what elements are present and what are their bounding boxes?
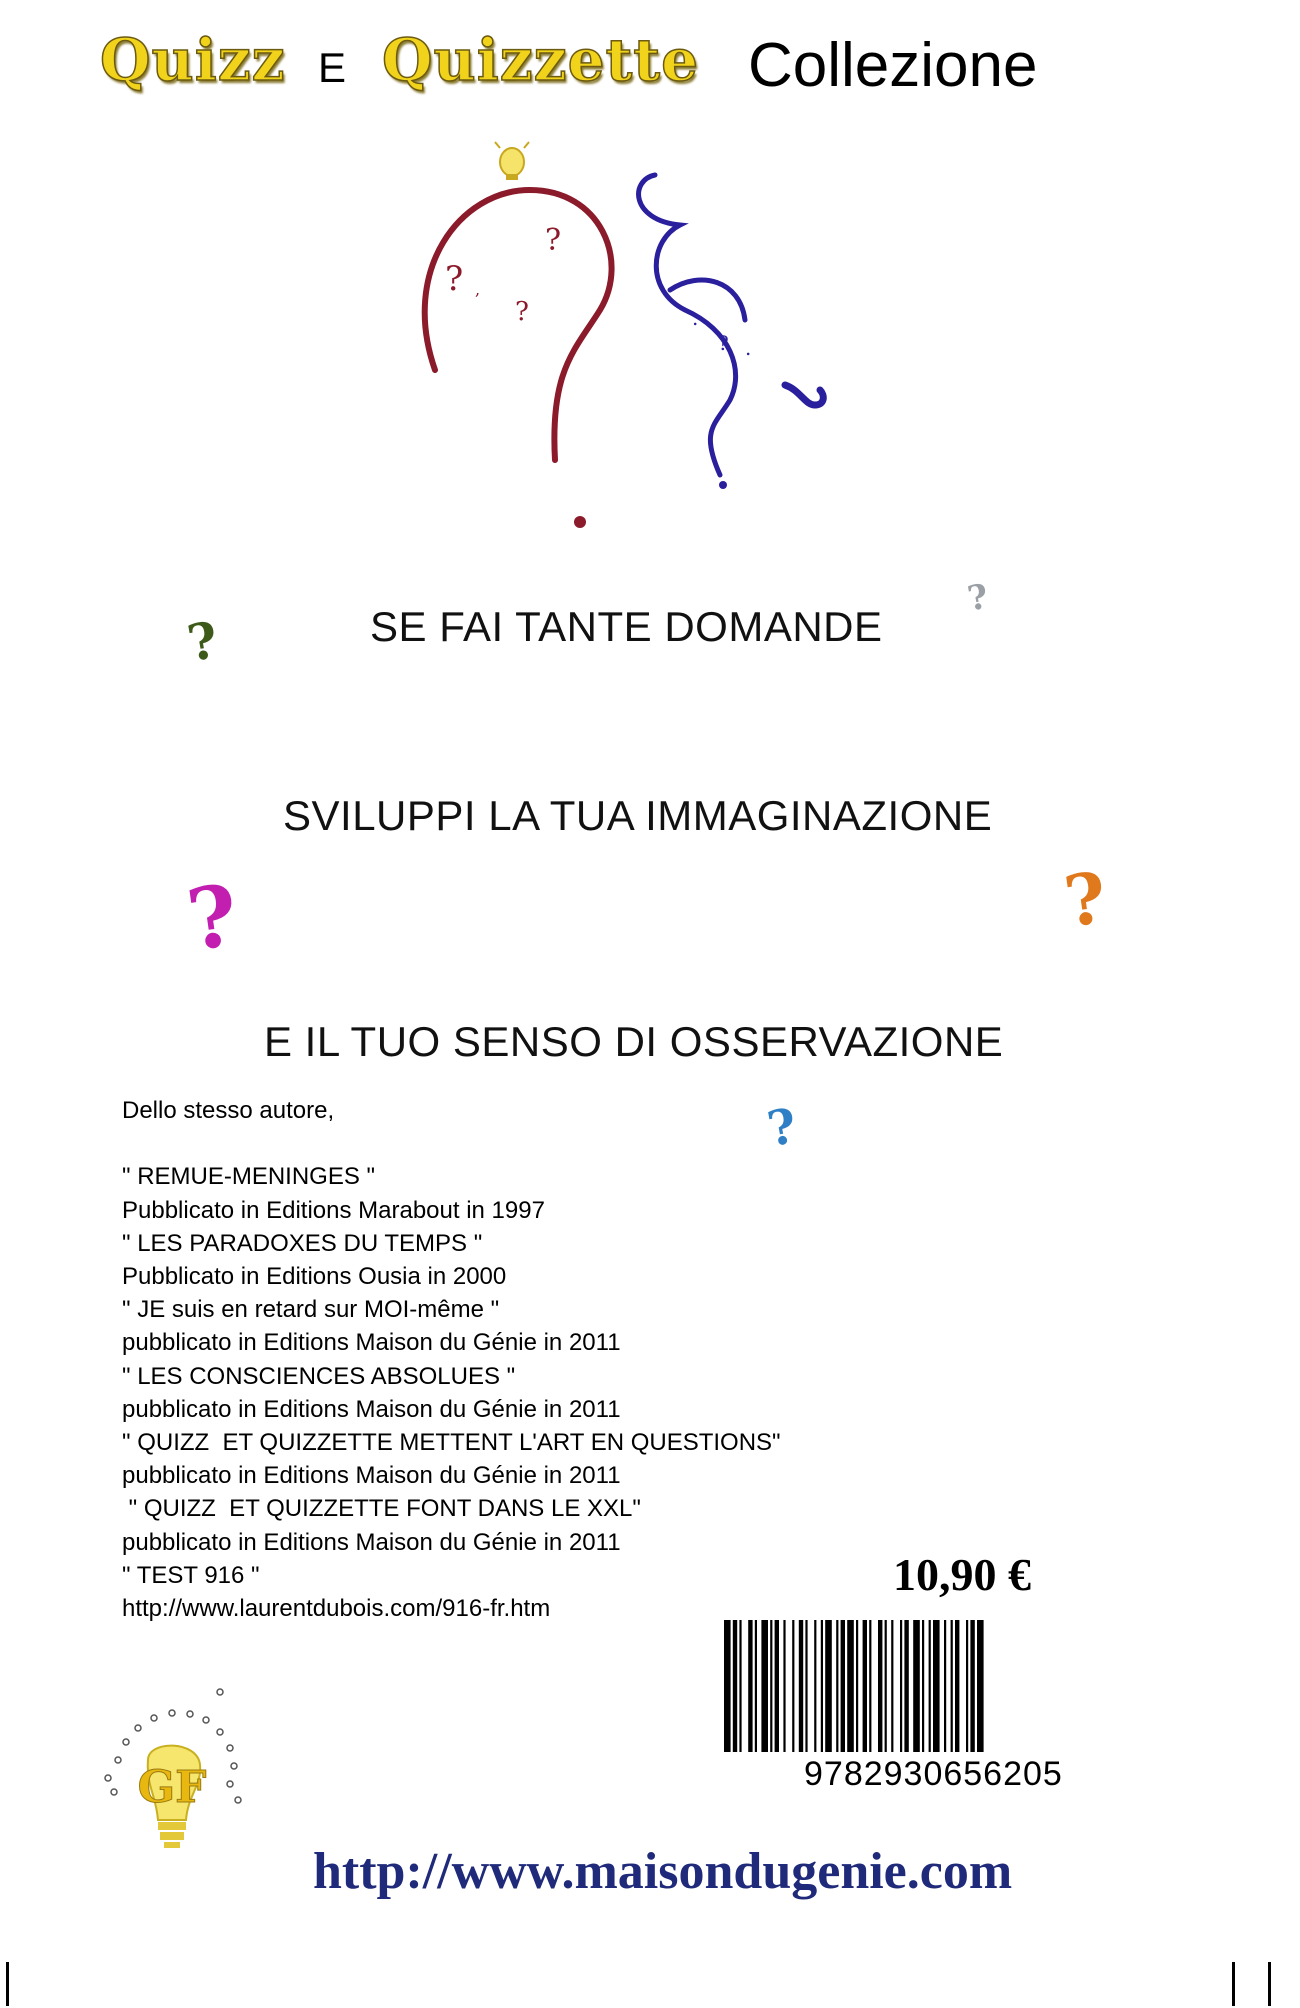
bibliography-line: " QUIZZ ET QUIZZETTE METTENT L'ART EN QUESTIONS"	[122, 1429, 781, 1457]
bibliography-line: pubblicato in Editions Maison du Génie in 2011	[122, 1329, 621, 1357]
crop-mark	[1268, 1962, 1271, 2006]
bibliography-line: " JE suis en retard sur MOI-même "	[122, 1296, 500, 1324]
bibliography-line: " LES CONSCIENCES ABSOLUES "	[122, 1362, 516, 1390]
barcode-bar	[805, 1620, 807, 1752]
bibliography-line: Pubblicato in Editions Ousia in 2000	[122, 1263, 507, 1291]
barcode-bar	[885, 1620, 887, 1752]
barcode-bar	[900, 1620, 902, 1752]
quizz-title-word: Quizz	[100, 26, 286, 94]
barcode-bar	[841, 1620, 845, 1752]
barcode-bar	[933, 1620, 940, 1752]
barcode-bar	[724, 1620, 731, 1752]
barcode-bar	[977, 1620, 984, 1752]
barcode-bar	[733, 1620, 737, 1752]
question-mark-characters-icon	[400, 140, 900, 540]
barcode-bar	[955, 1620, 959, 1752]
slogan-line-3: E IL TUO SENSO DI OSSERVAZIONE	[264, 1018, 1004, 1065]
svg-text:?: ?	[718, 331, 729, 355]
barcode-bar	[770, 1620, 772, 1752]
barcode-bar	[966, 1620, 968, 1752]
barcode-bar	[748, 1620, 752, 1752]
barcode-bar	[951, 1620, 953, 1752]
barcode-bar	[891, 1620, 893, 1752]
barcode-bar	[821, 1620, 823, 1752]
barcode-bar	[869, 1620, 871, 1752]
question-mark-icon: ?	[183, 609, 223, 674]
barcode-bar	[913, 1620, 920, 1752]
svg-text:?: ?	[515, 297, 529, 327]
svg-text:.: .	[692, 306, 699, 330]
barcode-bar	[825, 1620, 832, 1752]
barcode-bar	[970, 1620, 974, 1752]
svg-text:,: ,	[475, 280, 481, 299]
barcode-bar	[792, 1620, 794, 1752]
bibliography-intro: Dello stesso autore,	[122, 1097, 335, 1124]
logo-letters: GF	[137, 1762, 207, 1813]
quizzette-title-word: Quizzette	[382, 26, 699, 94]
barcode-bar	[863, 1620, 867, 1752]
svg-text:.: .	[745, 336, 752, 360]
slogan-line-2: SVILUPPI LA TUA IMMAGINAZIONE	[283, 792, 993, 839]
question-mark-icon: ?	[181, 865, 244, 970]
bibliography-link[interactable]: http://www.laurentdubois.com/916-fr.htm	[122, 1595, 551, 1623]
barcode-bar	[814, 1620, 816, 1752]
barcode-bar	[904, 1620, 908, 1752]
barcode-bar	[783, 1620, 785, 1752]
bibliography	[122, 1094, 781, 1625]
question-mark-icon: ?	[1059, 855, 1112, 944]
slogan-line-1: SE FAI TANTE DOMANDE	[370, 603, 883, 650]
bibliography-line: " REMUE-MENINGES "	[122, 1163, 376, 1191]
barcode-bar	[755, 1620, 757, 1752]
barcode-bar	[929, 1620, 931, 1752]
barcode-bar	[761, 1620, 768, 1752]
lightbulb-icon	[495, 142, 529, 180]
publisher-website-link[interactable]: http://www.maisondugenie.com	[313, 1843, 1013, 1900]
barcode-bar	[836, 1620, 838, 1752]
barcode-bar	[775, 1620, 779, 1752]
barcode	[720, 1620, 1180, 1752]
bibliography-line: " QUIZZ ET QUIZZETTE FONT DANS LE XXL"	[122, 1495, 641, 1523]
price-label: 10,90 €	[893, 1549, 1031, 1600]
barcode-bar	[847, 1620, 854, 1752]
barcode-bar	[856, 1620, 858, 1752]
bibliography-line: pubblicato in Editions Maison du Génie in 2011	[122, 1462, 621, 1490]
bibliography-spacer	[122, 1127, 781, 1160]
barcode-bar	[739, 1620, 741, 1752]
barcode-bar	[799, 1620, 803, 1752]
bibliography-line: Pubblicato in Editions Marabout in 1997	[122, 1196, 545, 1224]
barcode-bar	[944, 1620, 946, 1752]
svg-text:?: ?	[445, 259, 464, 299]
barcode-bar	[878, 1620, 882, 1752]
question-mark-icon: ?	[763, 1097, 801, 1159]
lightbulb-logo-icon	[88, 1680, 258, 1870]
crop-mark	[1232, 1962, 1235, 2006]
title-conjunction: E	[318, 44, 347, 91]
bibliography-line: pubblicato in Editions Maison du Génie in 2011	[122, 1395, 621, 1423]
collection-label: Collezione	[748, 31, 1038, 100]
isbn-number: 9782930656205	[804, 1755, 1063, 1793]
barcode-bar	[922, 1620, 924, 1752]
crop-mark	[6, 1962, 9, 2006]
bibliography-line: " LES PARADOXES DU TEMPS "	[122, 1229, 483, 1257]
svg-text:?: ?	[545, 223, 562, 258]
bibliography-line: pubblicato in Editions Maison du Génie in 2011	[122, 1528, 621, 1556]
bibliography-line: " TEST 916 "	[122, 1561, 260, 1589]
question-mark-icon: ?	[964, 576, 992, 620]
